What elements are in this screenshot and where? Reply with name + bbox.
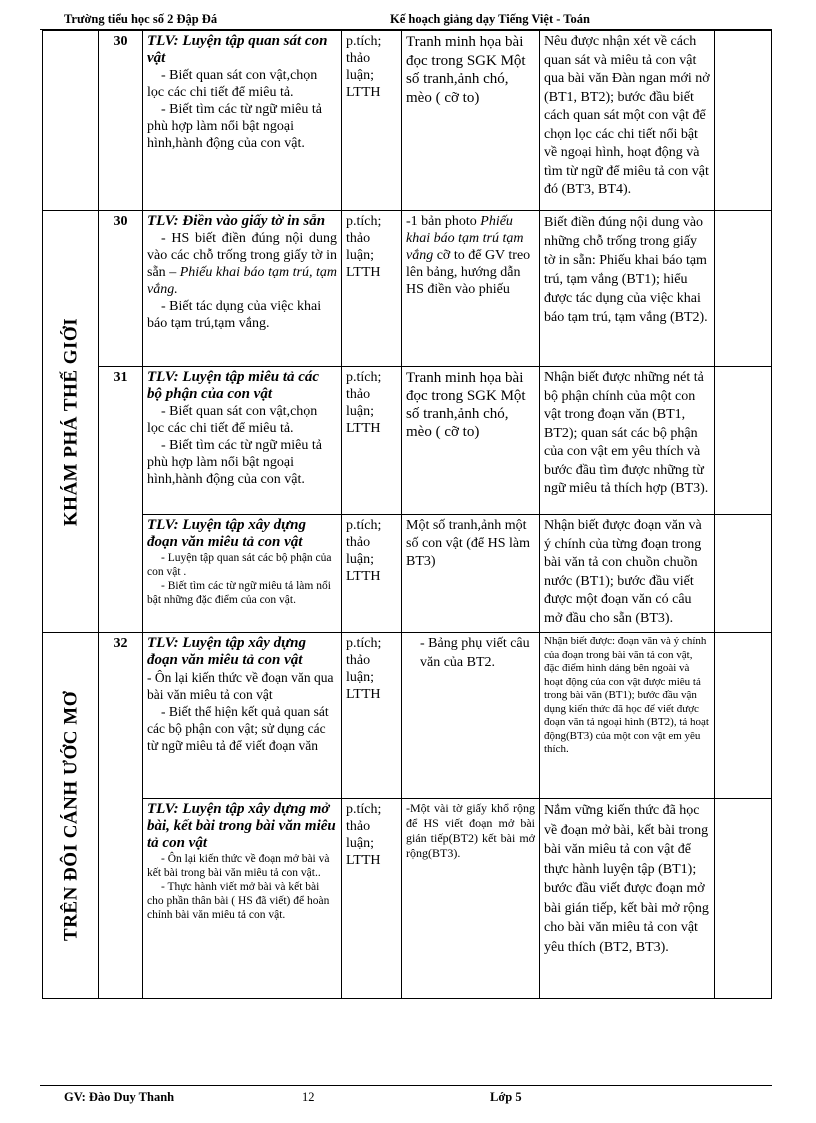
- footer-class: Lớp 5: [490, 1090, 522, 1104]
- aids-text: -1 bản photo: [406, 214, 477, 229]
- table-row: [43, 633, 772, 799]
- header-plan-title: Kế hoạch giảng dạy Tiếng Việt - Toán: [390, 12, 590, 26]
- teaching-aids: Tranh minh họa bài đọc trong SGK Một số tranh,ảnh chó, mèo ( cỡ to): [402, 31, 540, 211]
- week-number: 30: [99, 31, 143, 211]
- method-cell: [342, 633, 402, 799]
- notes-cell: [715, 515, 772, 633]
- footer-rule: [40, 1085, 772, 1086]
- learning-outcome: Biết điền đúng nội dung vào những chỗ trống trong giấy tờ in sẵn: Phiếu khai báo tạm trú, tạm vắng (BT1); hiểu được tác dụng của việc khai báo tạm trú, tạm vắng (BT2).: [540, 211, 715, 367]
- objective: - Ôn lại kiến thức về đoạn mở bài và kết bài trong bài văn miêu tả con vật..: [147, 853, 330, 879]
- objective: - Biết tìm các từ ngữ miêu tả phù hợp làm nổi bật ngoại hình,hành động của con vật.: [147, 438, 322, 487]
- method-line: thảo: [346, 653, 371, 668]
- aids-emphasis: Phiếu khai báo tạm trú tạm vắng: [406, 214, 524, 263]
- lesson-title: TLV: Luyện tập quan sát con vật: [147, 33, 328, 66]
- lesson-plan-table: [42, 30, 772, 999]
- objective: - Biết thể hiện kết quả quan sát các bộ phận con vật; sử dụng các từ ngữ miêu tả để viết đoạn văn: [147, 704, 329, 753]
- teaching-aids: - Bảng phụ viết câu văn của BT2.: [402, 633, 540, 799]
- table-row: [43, 515, 772, 633]
- lesson-content: [143, 633, 342, 799]
- teaching-aids: Một số tranh,ảnh một số con vật (để HS làm BT3): [402, 515, 540, 633]
- objective: - Biết quan sát con vật,chọn lọc các chi tiết để miêu tả.: [147, 404, 318, 436]
- method-line: LTTH: [346, 265, 381, 280]
- learning-outcome: Nhận biết được: đoạn văn và ý chính của đoạn trong bài văn tả con vật, đặc điểm hình dáng bên ngoài và hoạt động của con vật được miêu tả trong bài văn (BT1); bước đầu vận dụng kiến thức đã học để viết được đoạn văn tả ngoại hình (BT2), tả hoạt động(BT3) của một con vật em yêu thích.: [540, 633, 715, 799]
- method-line: thảo: [346, 819, 371, 834]
- notes-cell: [715, 211, 772, 367]
- week-number: 31: [99, 367, 143, 633]
- method-line: p.tích;: [346, 802, 382, 817]
- method-line: p.tích;: [346, 214, 382, 229]
- table-row: [43, 31, 772, 211]
- lesson-content: [143, 515, 342, 633]
- teaching-aids: -Một vài tờ giấy khổ rộng để HS viết đoạn mở bài gián tiếp(BT2) kết bài mở rộng(BT3).: [402, 799, 540, 999]
- objective: - Biết tìm các từ ngữ miêu tả làm nổi bật những đặc điểm của con vật.: [147, 580, 331, 606]
- lesson-title: TLV: Luyện tập miêu tả các bộ phận của con vật: [147, 369, 320, 402]
- table-row: [43, 211, 772, 367]
- learning-outcome: Nhận biết được đoạn văn và ý chính của từng đoạn trong bài văn tả con chuồn chuồn nước (BT1); bước đầu viết được một đoạn văn có câu mở đầu cho sẵn (BT3).: [540, 515, 715, 633]
- learning-outcome: Nêu được nhận xét về cách quan sát và miêu tả con vật qua bài văn Đàn ngan mới nở (BT1, BT2); bước đầu biết cách quan sát một con vật để chọn lọc các chi tiết nổi bật về ngoại hình, hoạt động và tìm từ ngữ để miêu tả con vật đó (BT3, BT4).: [540, 31, 715, 211]
- theme-cell: [43, 211, 99, 633]
- method-cell: [342, 211, 402, 367]
- theme-cell-empty: [43, 31, 99, 211]
- lesson-content: [143, 367, 342, 515]
- method-line: LTTH: [346, 687, 381, 702]
- lesson-title: TLV: Luyện tập xây dựng đoạn văn miêu tả con vật: [147, 635, 306, 668]
- teaching-aids: Tranh minh họa bài đọc trong SGK Một số tranh,ảnh chó, mèo ( cỡ to): [402, 367, 540, 515]
- method-cell: [342, 367, 402, 515]
- notes-cell: [715, 633, 772, 799]
- method-line: p.tích;: [346, 370, 382, 385]
- method-line: luận;: [346, 552, 374, 567]
- objective: - Luyện tập quan sát các bộ phận của con vật .: [147, 552, 332, 578]
- header-school: Trường tiểu học số 2 Đập Đá: [64, 12, 218, 26]
- objective-text: - HS biết điền đúng nội dung vào các chỗ trống trong giấy tờ in sẵn –: [147, 231, 337, 280]
- page-number: 12: [302, 1090, 315, 1104]
- lesson-title: TLV: Điền vào giấy tờ in sẵn: [147, 213, 326, 229]
- method-line: thảo: [346, 51, 371, 66]
- method-line: LTTH: [346, 421, 381, 436]
- objective: - Ôn lại kiến thức về đoạn văn qua bài văn miêu tả con vật: [147, 670, 334, 702]
- objective: - Biết quan sát con vật,chọn lọc các chi tiết để miêu tả.: [147, 68, 318, 100]
- learning-outcome: Nhận biết được những nét tả bộ phận chính của một con vật trong đoạn văn (BT1, BT2); quan sát các bộ phận của con vật em yêu thích và bước đầu tìm được những từ ngữ miêu tả thích hợp (BT3).: [540, 367, 715, 515]
- lesson-content: [143, 31, 342, 211]
- notes-cell: [715, 367, 772, 515]
- table-row: [43, 367, 772, 515]
- aids-text: cỡ to để GV treo lên bảng, hướng dẫn HS điền vào phiếu: [406, 248, 531, 297]
- teaching-aids: [402, 211, 540, 367]
- method-line: luận;: [346, 248, 374, 263]
- method-line: LTTH: [346, 85, 381, 100]
- method-line: p.tích;: [346, 34, 382, 49]
- method-line: p.tích;: [346, 636, 382, 651]
- objective-emphasis: Phiếu khai báo tạm trú, tạm vắng.: [147, 265, 337, 297]
- lesson-title: TLV: Luyện tập xây dựng đoạn văn miêu tả con vật: [147, 517, 306, 550]
- theme-label: TRÊN ĐÔI CÁNH ƯỚC MƠ: [60, 690, 81, 941]
- objective: - Biết tìm các từ ngữ miêu tả phù hợp làm nổi bật ngoại hình,hành động của con vật.: [147, 102, 322, 151]
- table-row: [43, 799, 772, 999]
- objective: - Thực hành viết mở bài và kết bài cho phần thân bài ( HS đã viết) để hoàn chỉnh bài văn miêu tả con vật.: [147, 881, 330, 921]
- method-line: p.tích;: [346, 518, 382, 533]
- method-cell: [342, 31, 402, 211]
- lesson-title: TLV: Luyện tập xây dựng mở bài, kết bài trong bài văn miêu tả con vật: [147, 801, 336, 851]
- week-number: 30: [99, 211, 143, 367]
- method-line: LTTH: [346, 853, 381, 868]
- method-cell: [342, 799, 402, 999]
- lesson-content: [143, 211, 342, 367]
- method-line: thảo: [346, 231, 371, 246]
- method-line: luận;: [346, 404, 374, 419]
- method-line: LTTH: [346, 569, 381, 584]
- objective: [147, 230, 337, 298]
- week-number: 32: [99, 633, 143, 999]
- notes-cell: [715, 799, 772, 999]
- learning-outcome: Nắm vững kiến thức đã học về đoạn mở bài, kết bài trong bài văn miêu tả con vật để thực hành luyện tập (BT1); bước đầu viết được đoạn mở bài gián tiếp, kết bài mở rộng cho bài văn miêu tả con vật yêu thích (BT2, BT3).: [540, 799, 715, 999]
- lesson-content: [143, 799, 342, 999]
- method-line: luận;: [346, 68, 374, 83]
- notes-cell: [715, 31, 772, 211]
- footer-teacher: GV: Đào Duy Thanh: [64, 1090, 175, 1104]
- method-line: luận;: [346, 836, 374, 851]
- theme-label: KHÁM PHÁ THẾ GIỚI: [60, 317, 81, 526]
- method-line: thảo: [346, 387, 371, 402]
- theme-cell: [43, 633, 99, 999]
- method-line: luận;: [346, 670, 374, 685]
- method-line: thảo: [346, 535, 371, 550]
- objective: - Biết tác dụng của việc khai báo tạm trú,tạm vắng.: [147, 299, 322, 331]
- method-cell: [342, 515, 402, 633]
